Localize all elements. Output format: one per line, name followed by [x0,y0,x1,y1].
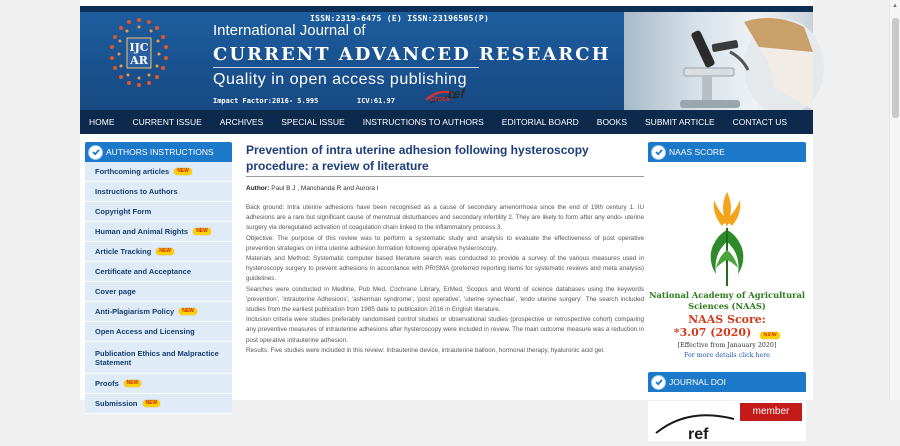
page-container [80,0,813,443]
abstract-searches: Searches were conducted in Medline, Pub Med, Cochrane Library, ErMed, Scopus and World of science databases using the keywords 'prevention', 'intrauterine Adhesions', 'asherman syndrome', 'post operative', 'uterine synechae', 'endo uterine surgery'. The search included studies from the earliest publication from 1985 date to publication 2016 in English literature. [246,285,644,314]
checkmark-icon [651,145,666,160]
nav-books[interactable]: BOOKS [596,117,628,127]
page-scrollbar[interactable] [889,0,900,400]
crossref-cross-text: Cross [430,96,450,103]
sidebar-item-proofs[interactable] [85,374,232,394]
sidebar-item-label: Instructions to Authors [95,187,178,196]
right-sidebar [648,142,806,443]
sidebar-item-anti-plagiarism-policy[interactable] [85,302,232,322]
article-title: Prevention of intra uterine adhesion following hysteroscopy procedure: a review of literature [246,142,644,177]
sidebar-item-label: Article Tracking [95,247,152,256]
site-header [80,6,813,110]
impact-factor: Impact Factor:2016- 5.995 [213,97,319,105]
author-label: Author: [246,185,270,192]
abstract-background: Back ground: Intra uterine adhesions have been recognised as a cause of secondary amenorrhoea since the end of 19th century 1. IU adhesions are a rare but significant cause of menstrual disturbances and secondary infertility 2. They are likely to form after any endo- uterine surgery via deregulated activation of coagulation chain linked to the inflammatory process 3. [246,204,644,232]
new-badge: NEW [124,380,142,387]
journal-logo[interactable] [106,14,172,94]
naas-score-panel [648,162,806,359]
sidebar-item-copyright-form[interactable] [85,202,232,222]
sidebar-item-label: Forthcoming articles [95,167,170,176]
article-content [246,142,644,400]
journal-doi-header [648,372,806,392]
microscope-image [624,12,813,110]
svg-text:ref: ref [688,426,709,443]
naas-score-number: *3.07 (2020) [673,326,752,339]
new-badge: NEW [179,308,197,315]
issn-text: ISSN:2319-6475 (E) ISSN:23196505(P) [310,14,490,23]
new-badge: NEW [760,332,780,339]
authors-instructions-title: AUTHORS INSTRUCTIONS [106,147,214,157]
nav-special-issue[interactable]: SPECIAL ISSUE [281,117,345,127]
scroll-up-arrow-icon[interactable]: ▲ [892,3,898,9]
sidebar-item-label: Certificate and Acceptance [95,267,192,276]
sidebar-item-certificate-acceptance[interactable] [85,262,232,282]
sidebar-item-cover-page[interactable] [85,282,232,302]
sidebar-item-article-tracking[interactable] [85,242,232,262]
sidebar-item-label: Submission [95,399,138,408]
nav-instructions-to-authors[interactable]: INSTRUCTIONS TO AUTHORS [362,117,484,127]
nav-home[interactable]: HOME [89,117,115,127]
nav-contact-us[interactable]: CONTACT US [732,117,788,127]
sidebar-item-label: Publication Ethics and Malpractice Statement [95,348,219,367]
sidebar-item-label: Copyright Form [95,207,152,216]
crossref-member-badge[interactable] [648,401,806,441]
abstract-methods: Materials and Method: Systematic computer based literature search was conducted to provide a survey of the various measures used in hysteroscopy surgery to prevent adhesions in accordance with PRISMA (preferred reporting items for systematic reviews and meta analysis) guidelines. [246,255,644,283]
naas-academy-name: National Academy of Agricultural Sciences (NAAS) [648,290,806,311]
sidebar-item-human-animal-rights[interactable] [85,222,232,242]
naas-emblem-icon [702,190,752,288]
sidebar-item-label: Cover page [95,287,136,296]
journal-intro: International Journal of [213,22,366,39]
authors-instructions-sidebar [85,142,232,408]
journal-doi-title: JOURNAL DOI [669,377,726,387]
sidebar-item-label: Proofs [95,379,119,388]
sidebar-item-label: Anti-Plagiarism Policy [95,307,175,316]
icv-value: ICV:61.97 [357,97,395,105]
new-badge: NEW [193,228,211,235]
naas-more-details-link[interactable]: For more details click here [683,352,771,359]
checkmark-icon [651,375,666,390]
authors-instructions-list [85,162,232,414]
svg-text:IJC: IJC [129,41,149,54]
main-nav [80,110,813,134]
sidebar-item-forthcoming-articles[interactable] [85,162,232,182]
nav-current-issue[interactable]: CURRENT ISSUE [132,117,202,127]
new-badge: NEW [156,248,174,255]
article-authors [246,185,644,192]
crossref-ref-text: ref [448,86,465,101]
article-abstract [246,203,644,356]
sidebar-item-submission[interactable] [85,394,232,414]
abstract-objective: Objective: The purpose of this review was to perform a systematic study and analysis to evaluate the effectiveness of post operative prevention strategies on intra uterine adhesion formation following operative hysteroscopy. [246,234,644,252]
checkmark-icon [88,145,103,160]
new-badge: NEW [143,400,161,407]
member-label: member [740,403,802,421]
nav-editorial-board[interactable]: EDITORIAL BOARD [501,117,579,127]
abstract-results: Results: Five studies were included in this review: Intrauterine device, intrauterine balloon, hormonal therapy, hyaluronic acid gel. [246,346,605,354]
sidebar-item-label: Open Access and Licensing [95,327,195,336]
svg-text:AR: AR [130,54,148,67]
sidebar-item-label: Human and Animal Rights [95,227,189,236]
sidebar-item-instructions-to-authors[interactable] [85,182,232,202]
header-lab-photo [624,12,813,110]
sidebar-item-open-access-licensing[interactable] [85,322,232,342]
author-names: Paul B J , Manchanda R and Aurora I [271,185,379,192]
authors-instructions-header [85,142,232,162]
sidebar-item-publication-ethics[interactable] [85,342,232,374]
abstract-inclusion: Inclusion criteria were studies preferably randomised control studies or observational studies (prospective or retrospective cohort) comparing any preventive measures of intrauterine adhesions after hysteroscopy were included in review. The main outcome measure was a reduction in post operative intrauterine adhesion. [246,316,644,344]
naas-score-title: NAAS SCORE [669,147,725,157]
crossref-logo [422,85,482,107]
naas-score-label: NAAS Score: [688,313,766,326]
journal-title: CURRENT ADVANCED RESEARCH [213,44,611,65]
naas-score-value [648,313,806,339]
naas-effective-date: [Effective from Janauary 2020] [677,342,777,349]
title-divider [213,67,479,68]
new-badge: NEW [174,168,192,175]
naas-score-header [648,142,806,162]
nav-archives[interactable]: ARCHIVES [219,117,264,127]
scrollbar-thumb[interactable] [892,18,899,118]
journal-tagline: Quality in open access publishing [213,71,467,88]
nav-submit-article[interactable]: SUBMIT ARTICLE [645,117,715,127]
